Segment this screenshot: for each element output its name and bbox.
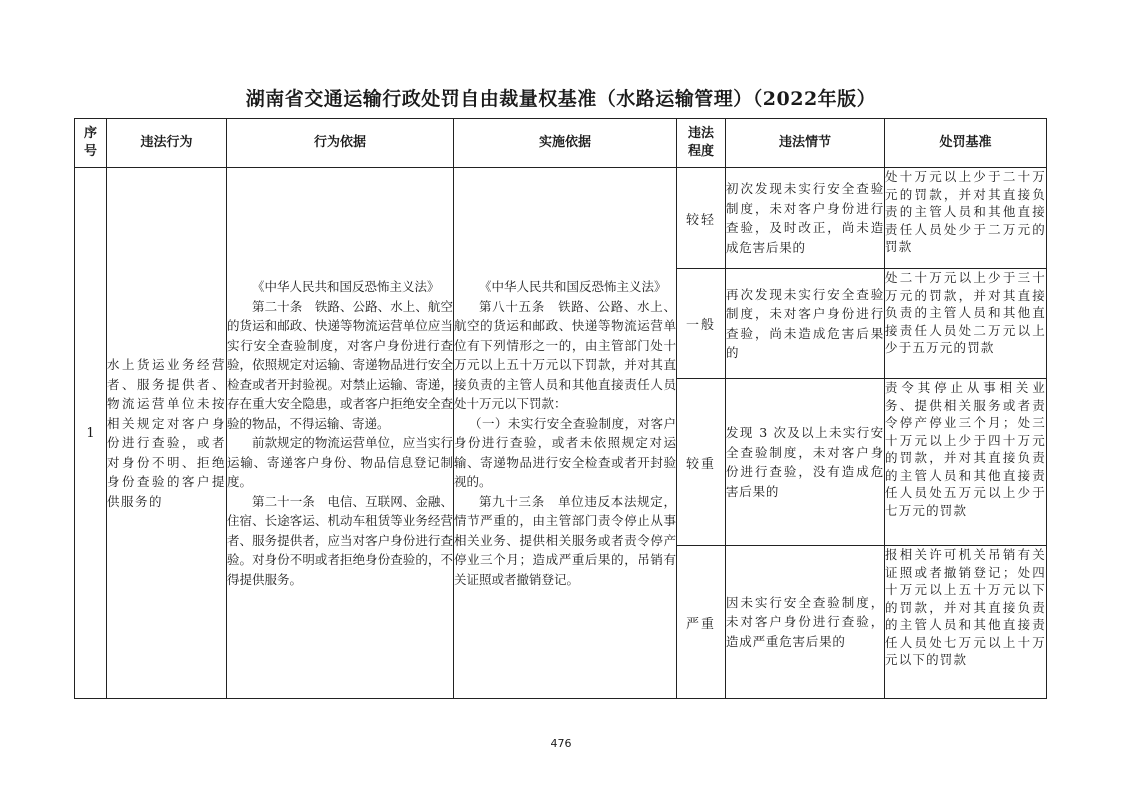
circumstance-general: 再次发现未实行安全查验制度，未对客户身份进行查验，尚未造成危害后果的 <box>726 269 885 379</box>
circumstance-minor: 初次发现未实行安全查验制度，未对客户身份进行查验，及时改正，尚未造成危害后果的 <box>726 168 885 269</box>
degree-general: 一般 <box>677 269 726 379</box>
enforcement-basis-law: 《中华人民共和国反恐怖主义法》 <box>479 279 667 294</box>
behavior-basis-article-21: 第二十一条 电信、互联网、金融、住宿、长途客运、机动车租赁等业务经营者、服务提供者，应当对客户身份进行查验。对身份不明或者拒绝身份查验的，不得提供服务。 <box>227 493 453 587</box>
penalty-serious: 责令其停止从事相关业务、提供相关服务或者责令停产停业三个月；处三十万元以上少于四十万元的罚款，并对其直接负责的主管人员和其他直接责任人员处五万元以上少于七万元的罚款 <box>885 379 1047 546</box>
enforcement-basis-article-85: 第八十五条 铁路、公路、水上、航空的货运和邮政、快递等物流运营单位有下列情形之一的，由主管部门处十万元以上五十万元以下罚款，并对其直接负责的主管人员和其他直接责任人员处十万元以下罚款： <box>454 298 676 411</box>
enforcement-basis-article-93: 第九十三条 单位违反本法规定，情节严重的，由主管部门责令停止从事相关业务、提供相关服务或者责令停产停业三个月；造成严重后果的，吊销有关证照或者撤销登记。 <box>454 493 676 587</box>
penalty-standard-table <box>74 118 1047 699</box>
degree-severe: 严重 <box>677 546 726 699</box>
violation-behavior: 水上货运业务经营者、服务提供者、物流运营单位未按相关规定对客户身份进行查验，或者对身份不明、拒绝身份查验的客户提供服务的 <box>107 168 227 699</box>
row-seq: 1 <box>75 168 107 699</box>
enforcement-basis-item-1: （一）未实行安全查验制度，对客户身份进行查验，或者未依照规定对运输、寄递物品进行安全检查或者开封验视的。 <box>454 415 676 489</box>
penalty-severe: 报相关许可机关吊销有关证照或者撤销登记；处四十万元以上五十万元以下的罚款，并对其直接负责的主管人员和其他直接责任人员处七万元以上十万元以下的罚款 <box>885 546 1047 699</box>
table-row <box>75 168 1047 269</box>
penalty-minor: 处十万元以上少于二十万元的罚款，并对其直接负责的主管人员和其他直接责任人员处少于二万元的罚款 <box>885 168 1047 269</box>
document-title: 湖南省交通运输行政处罚自由裁量权基准（水路运输管理）（2022年版） <box>245 88 877 110</box>
header-degree: 违法程度 <box>677 119 726 168</box>
behavior-basis-article-20-para2: 前款规定的物流运营单位，应当实行运输、寄递客户身份、物品信息登记制度。 <box>227 435 453 489</box>
degree-serious: 较重 <box>677 379 726 546</box>
circumstance-severe: 因未实行安全查验制度，未对客户身份进行查验，造成严重危害后果的 <box>726 546 885 699</box>
header-seq: 序号 <box>75 119 107 168</box>
behavior-basis-law: 《中华人民共和国反恐怖主义法》 <box>252 279 440 294</box>
header-circumstances: 违法情节 <box>726 119 885 168</box>
degree-minor: 较轻 <box>677 168 726 269</box>
behavior-basis <box>227 168 454 699</box>
penalty-general: 处二十万元以上少于三十万元的罚款，并对其直接负责的主管人员和其他直接责任人员处二万元以上少于五万元的罚款 <box>885 269 1047 379</box>
header-violation: 违法行为 <box>107 119 227 168</box>
page-number: 476 <box>550 737 572 750</box>
circumstance-serious: 发现 3 次及以上未实行安全查验制度，未对客户身份进行查验，没有造成危害后果的 <box>726 379 885 546</box>
enforcement-basis <box>454 168 677 699</box>
header-behavior-basis: 行为依据 <box>227 119 454 168</box>
behavior-basis-article-20: 第二十条 铁路、公路、水上、航空的货运和邮政、快递等物流运营单位应当实行安全查验制度，对客户身份进行查验，依照规定对运输、寄递物品进行安全检查或者开封验视。对禁止运输、寄递，存在重大安全隐患，或者客户拒绝安全查验的物品，不得运输、寄递。 <box>227 298 453 431</box>
header-penalty: 处罚基准 <box>885 119 1047 168</box>
header-enforcement-basis: 实施依据 <box>454 119 677 168</box>
table-header-row <box>75 119 1047 168</box>
